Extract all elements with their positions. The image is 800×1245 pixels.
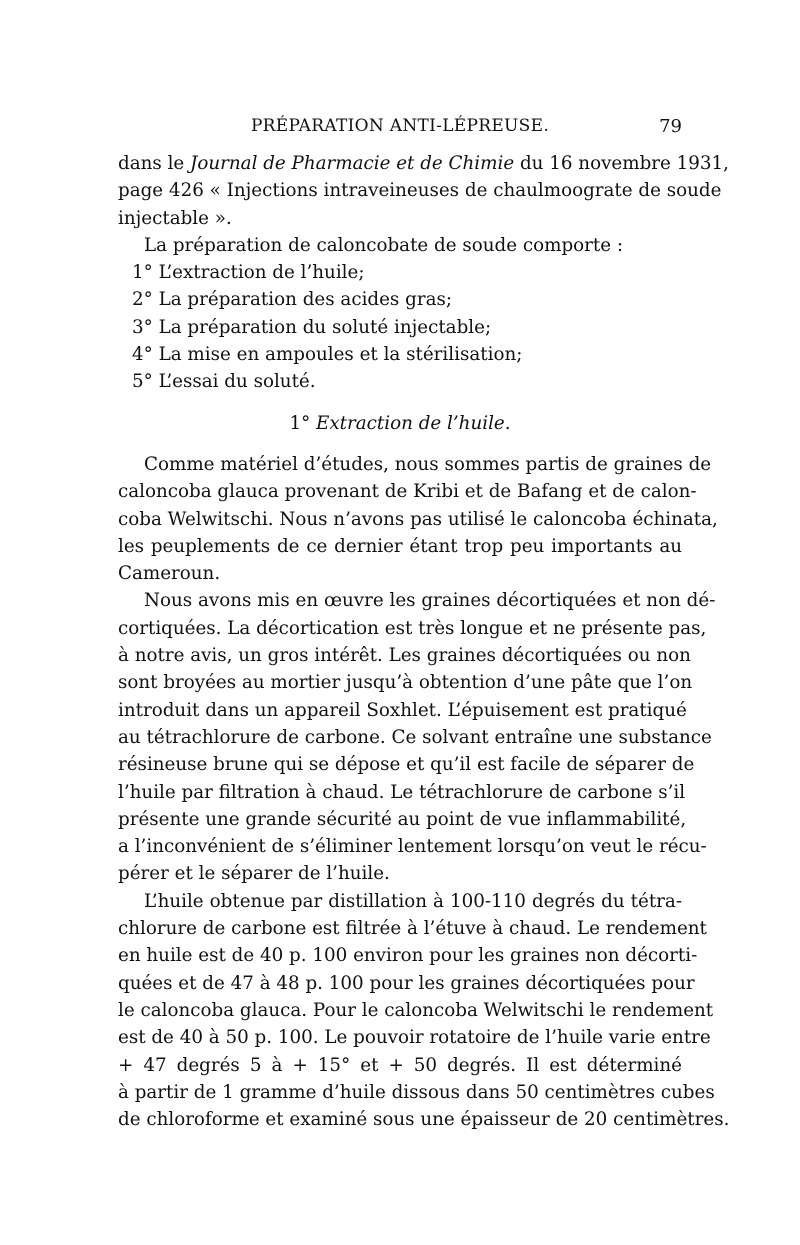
list-item: 1° L’extraction de l’huile; xyxy=(132,262,365,284)
text-line: + 47 degrés 5 à + 15° et + 50 degrés. Il est déterminé xyxy=(118,1054,682,1076)
text-line: l’huile par filtration à chaud. Le tétrachlorure de carbone s’il xyxy=(118,781,686,803)
text-line: le caloncoba glauca. Pour le caloncoba Welwitschi le rendement xyxy=(118,999,714,1021)
list-item: 3° La préparation du soluté injectable; xyxy=(132,316,492,338)
text-line: au tétrachlorure de carbone. Ce solvant entraîne une substance xyxy=(118,726,712,748)
section-heading xyxy=(118,410,682,437)
text-line: est de 40 à 50 p. 100. Le pouvoir rotatoire de l’huile varie entre xyxy=(118,1027,711,1049)
steps-list xyxy=(118,259,682,395)
list-item: 2° La préparation des acides gras; xyxy=(132,289,453,311)
text-line: introduit dans un appareil Soxhlet. L’épuisement est pratiqué xyxy=(118,699,687,721)
text-line: en huile est de 40 p. 100 environ pour les graines non décorti- xyxy=(118,945,698,967)
section-number: 1° xyxy=(289,412,311,434)
text-line: cortiquées. La décortication est très longue et ne présente pas, xyxy=(118,617,707,639)
paragraph-extraction xyxy=(118,587,716,887)
text-line: Nous avons mis en œuvre les graines décortiquées et non dé- xyxy=(144,590,716,612)
text-line: injectable ». xyxy=(118,207,232,229)
text-line: de chloroforme et examiné sous une épaisseur de 20 centimètres. xyxy=(118,1109,730,1131)
text-line: L’huile obtenue par distillation à 100-110 degrés du tétra- xyxy=(144,890,682,912)
text-line: coba Welwitschi. Nous n’avons pas utilisé le caloncoba échinata, xyxy=(118,508,718,530)
text-line: quées et de 47 à 48 p. 100 pour les graines décortiquées pour xyxy=(118,972,695,994)
section-title: Extraction de l’huile. xyxy=(316,412,511,434)
text-line: page 426 « Injections intraveineuses de chaulmoograte de soude xyxy=(118,180,722,202)
text-line: les peuplements de ce dernier étant trop peu importants au xyxy=(118,535,682,557)
text-line: sont broyées au mortier jusqu’à obtention d’une pâte que l’on xyxy=(118,672,693,694)
text-line: caloncoba glauca provenant de Kribi et de Bafang et de calon- xyxy=(118,481,697,503)
running-head xyxy=(118,112,682,142)
text-line: La préparation de caloncobate de soude comporte : xyxy=(144,234,624,256)
text-line: présente une grande sécurité au point de vue inflammabilité, xyxy=(118,808,687,830)
text-line: à partir de 1 gramme d’huile dissous dans 50 centimètres cubes xyxy=(118,1081,715,1103)
text-line: pérer et le séparer de l’huile. xyxy=(118,863,390,885)
text-line: à notre avis, un gros intérêt. Les graines décortiquées ou non xyxy=(118,645,691,667)
text-span: du 16 novembre 1931, xyxy=(514,153,729,174)
text-line: Comme matériel d’études, nous sommes partis de graines de xyxy=(144,453,712,475)
running-title: PRÉPARATION ANTI-LÉPREUSE. xyxy=(250,116,550,136)
list-item: 5° L’essai du soluté. xyxy=(132,371,316,393)
text-span: dans le xyxy=(118,153,191,174)
text-line: Cameroun. xyxy=(118,563,221,585)
text-line: a l’inconvénient de s’éliminer lentement lorsqu’on veut le récu- xyxy=(118,836,707,858)
list-item: 4° La mise en ampoules et la stérilisation; xyxy=(132,344,523,366)
text-line xyxy=(118,150,729,177)
list-intro xyxy=(118,232,682,259)
journal-title: Journal de Pharmacie et de Chimie xyxy=(190,153,515,174)
intro-paragraph xyxy=(118,150,729,232)
paragraph-yield xyxy=(118,888,730,1134)
page-number: 79 xyxy=(659,116,682,137)
text-line: résineuse brune qui se dépose et qu’il est facile de séparer de xyxy=(118,754,695,776)
body-text xyxy=(118,150,730,1133)
paragraph-materials xyxy=(118,451,718,587)
text-line: chlorure de carbone est filtrée à l’étuve à chaud. Le rendement xyxy=(118,918,707,940)
